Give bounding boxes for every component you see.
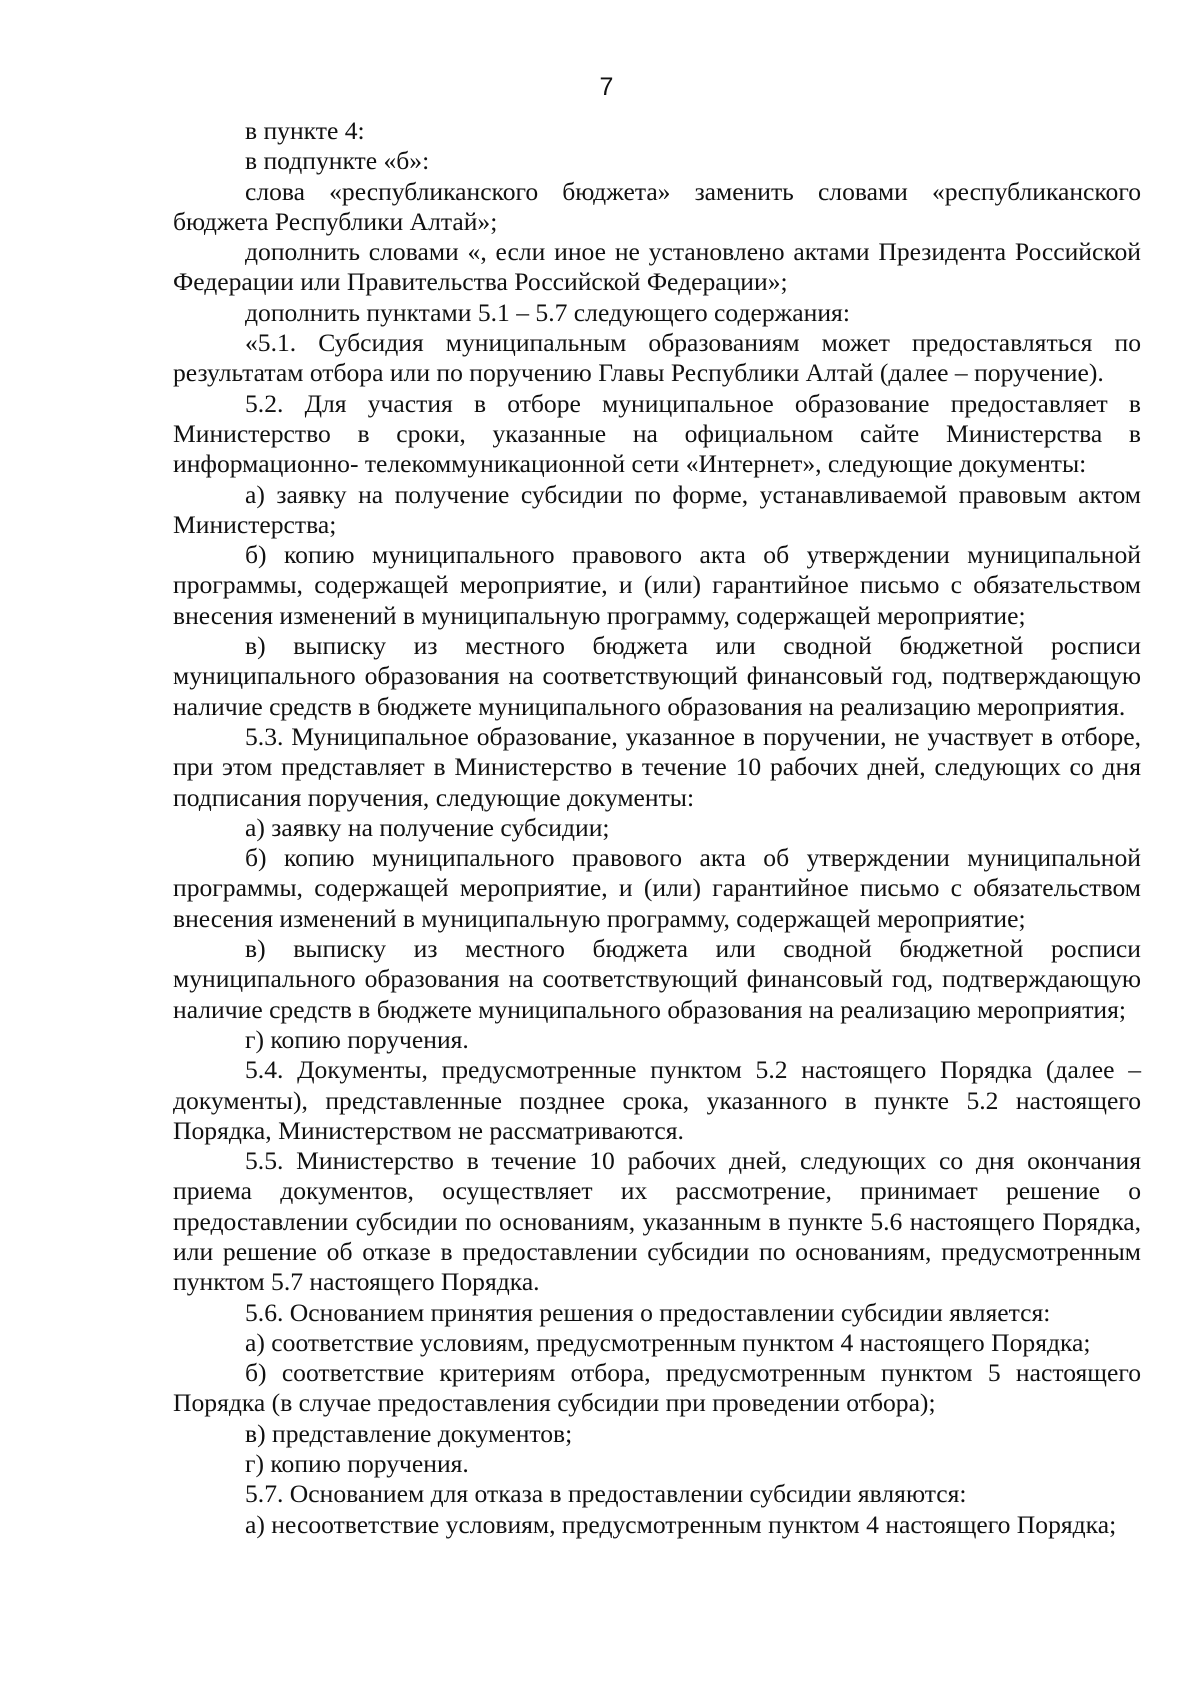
- paragraph: в подпункте «б»:: [245, 146, 430, 176]
- paragraph: б) копию муниципального правового акта об утверждении муниципальной программы, содержащей мероприятие, и (или) гарантийное письмо с обязательством внесения изменений в муниципальную программу, содержащей мероприятие;: [173, 540, 1141, 630]
- paragraph: «5.1. Субсидия муниципальным образованиям может предоставляться по результатам отбора или по поручению Главы Республики Алтай (далее – поручение).: [173, 328, 1141, 388]
- paragraph: 5.6. Основанием принятия решения о предоставлении субсидии является:: [245, 1297, 1051, 1327]
- paragraph: слова «республиканского бюджета» заменить словами «республиканского бюджета Республики Алтай»;: [173, 176, 1141, 236]
- paragraph: а) соответствие условиям, предусмотренным пунктом 4 настоящего Порядка;: [245, 1327, 1091, 1357]
- paragraph: в) выписку из местного бюджета или сводной бюджетной росписи муниципального образования на соответствующий финансовый год, подтверждающую наличие средств в бюджете муниципального образования на реализацию мероприятия;: [173, 934, 1141, 1024]
- paragraph: в пункте 4:: [245, 116, 365, 145]
- paragraph: а) заявку на получение субсидии;: [245, 812, 610, 842]
- paragraph: б) соответствие критериям отбора, предусмотренным пунктом 5 настоящего Порядка (в случае предоставления субсидии при проведении отбора);: [173, 1358, 1141, 1418]
- paragraph: а) заявку на получение субсидии по форме, устанавливаемой правовым актом Министерства;: [173, 479, 1141, 539]
- paragraph: 5.4. Документы, предусмотренные пунктом 5.2 настоящего Порядка (далее – документы), представленные позднее срока, указанного в пункте 5.2 настоящего Порядка, Министерством не рассматриваются.: [173, 1055, 1141, 1145]
- paragraph: 5.7. Основанием для отказа в предоставлении субсидии являются:: [245, 1479, 967, 1509]
- paragraph: дополнить пунктами 5.1 – 5.7 следующего содержания:: [245, 297, 850, 327]
- paragraph: б) копию муниципального правового акта об утверждении муниципальной программы, содержащей мероприятие, и (или) гарантийное письмо с обязательством внесения изменений в муниципальную программу, содержащей мероприятие;: [173, 843, 1141, 933]
- paragraph: в) выписку из местного бюджета или сводной бюджетной росписи муниципального образования на соответствующий финансовый год, подтверждающую наличие средств в бюджете муниципального образования на реализацию мероприятия.: [173, 631, 1141, 721]
- paragraph: а) несоответствие условиям, предусмотренным пунктом 4 настоящего Порядка;: [245, 1509, 1117, 1539]
- paragraph: г) копию поручения.: [245, 1024, 469, 1054]
- page-number: 7: [599, 73, 614, 101]
- document-body: [173, 116, 1141, 1540]
- paragraph: г) копию поручения.: [245, 1449, 469, 1479]
- paragraph: 5.2. Для участия в отборе муниципальное образование предоставляет в Министерство в сроки, указанные на официальном сайте Министерства в информационно- телекоммуникационной сети «Интернет», следующие документы:: [173, 388, 1141, 479]
- paragraph: 5.5. Министерство в течение 10 рабочих дней, следующих со дня окончания приема документов, осуществляет их рассмотрение, принимает решение о предоставлении субсидии по основаниям, указанным в пункте 5.6 настоящего Порядка, или решение об отказе в предоставлении субсидии по основаниям, предусмотренным пунктом 5.7 настоящего Порядка.: [173, 1146, 1141, 1297]
- paragraph: в) представление документов;: [245, 1418, 573, 1448]
- paragraph: дополнить словами «, если иное не установлено актами Президента Российской Федерации или Правительства Российской Федерации»;: [173, 237, 1141, 297]
- paragraph: 5.3. Муниципальное образование, указанное в поручении, не участвует в отборе, при этом представляет в Министерство в течение 10 рабочих дней, следующих со дня подписания поручения, следующие документы:: [173, 721, 1141, 812]
